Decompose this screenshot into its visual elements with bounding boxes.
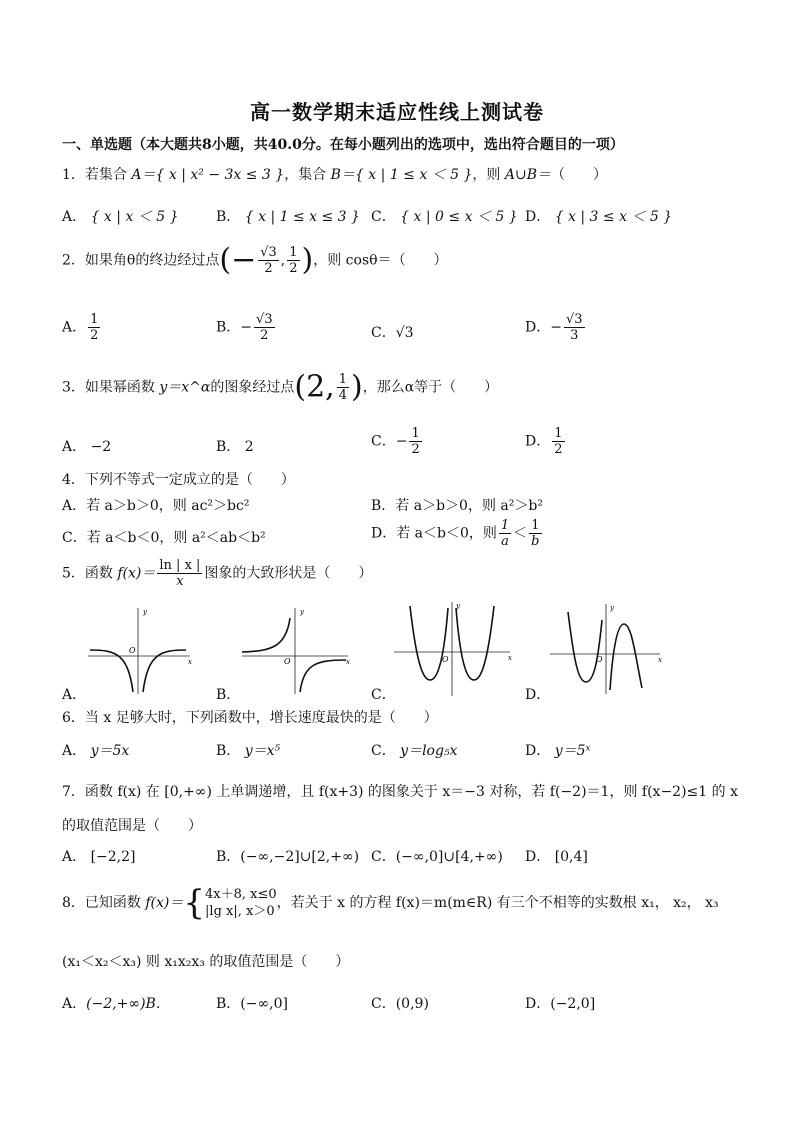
q1-text-1: 若集合 [84,167,127,183]
curve-left [410,606,448,680]
q1-expression: A∪B＝ [504,167,552,183]
curve-left [242,618,290,652]
q8-option-c: C．(0,9) [371,996,429,1012]
section-heading: 一、单选题（本大题共8小题，共40.0分。在每小题列出的选项中，选出符合题目的一项） [62,137,624,153]
x-axis-label: x [188,658,192,666]
q3-text-1: 如果幂函数 [84,379,155,396]
origin-label: O [596,655,603,664]
q3-paren: （ ） [442,379,499,396]
q5-text-2: 图象的大致形状是 [204,565,317,582]
q4-option-a: A．若 a＞b＞0，则 ac²＞bc² [62,498,250,514]
question-2: 2．如果角θ的终边经过点(− $\frac{√3}{2}$ , $\frac{1}{2}$ )，则 cosθ＝（ ） [62,242,448,278]
q2-option-a: A． $\frac{1}{2}$ [62,312,99,343]
question-3: 3．如果幂函数 y＝x^α的图象经过点(2, $\frac{1}{4}$ )，那么α等于（ ） [62,369,499,405]
q4-option-b: B．若 a＞b＞0，则 a²＞b² [371,498,543,514]
question-8-line-2: (x₁＜x₂＜x₃) 则 x₁x₂x₃ 的取值范围是（ ） [62,954,350,970]
question-8 [62,883,719,923]
q8-piecewise: 4x＋8, x≤0 |lg x|, x＞0 [205,887,277,919]
curve-right [456,606,494,680]
question-7-line-2: 的取值范围是（ ） [62,818,202,834]
q6-option-c: C． y＝log₅x [371,743,458,759]
q1-option-a: A． { x | x ＜ 5 } [62,209,179,225]
q8-brace: { [183,883,206,923]
q2-fraction-2: $\frac{1}{2}$ [289,245,298,276]
q3-option-d: D． $\frac{1}{2}$ [525,426,563,457]
q5-option-b: B． [216,687,241,703]
page-title: 高一数学期末适应性线上测试卷 [250,100,544,124]
q2-text-1: 如果角θ的终边经过点 [84,252,220,269]
origin-label: O [442,655,449,664]
q1-text-2: ，集合 [284,167,327,183]
q5-option-a: A． [62,687,87,703]
q1-option-c: C． { x | 0 ≤ x ＜ 5 } [371,209,518,225]
q2-option-c: C．√3 [371,325,414,341]
q5-number: 5． [62,565,85,582]
q1-number: 1． [62,167,85,183]
q2-option-d: D．− $\frac{√3}{3}$ [525,312,583,343]
q2-paren: （ ） [391,252,448,269]
q5-graph-d [548,600,666,696]
q8-text-1: 已知函数 [84,895,141,911]
x-axis-label: x [658,656,662,664]
x-axis-label: x [508,654,512,662]
q6-option-d: D． y＝5ˣ [525,743,591,759]
curve-left [568,612,602,682]
origin-label: O [284,657,291,666]
curve-right [610,624,642,690]
q8-function: f(x)＝ [145,895,184,911]
q5-function: f(x)＝ [117,565,156,582]
origin-label: O [129,646,136,655]
y-axis-label: y [300,608,304,616]
q2-text-2: ，则 cosθ＝ [313,252,392,269]
question-7-line-1: 7．函数 f(x) 在 [0,+∞) 上单调递增，且 f(x+3) 的图象关于 x＝−3 对称，若 f(−2)＝1，则 f(x−2)≤1 的 x [62,784,738,800]
question-5 [62,558,372,589]
y-axis-label: y [610,604,614,612]
q1-set-b: B＝{ x | 1 ≤ x ＜ 5 } [330,167,473,183]
q5-option-c: C． [371,687,396,703]
q4-option-c: C．若 a＜b＜0，则 a²＜ab＜b² [62,530,266,546]
q5-option-d: D． [525,687,551,703]
q7-option-a: A． [−2,2] [62,849,136,865]
x-axis-label: x [346,658,350,666]
q4-option-d: D．若 a＜b＜0，则 $\frac{1}{a}$ ＜ $\frac{1}{b}$ [371,518,540,549]
q2-number: 2． [62,252,85,269]
q5-fraction: $\frac{\ln | x |}{x}$ [159,558,201,589]
q5-graph-b [240,604,355,696]
question-6: 6．当 x 足够大时，下列函数中，增长速度最快的是（ ） [62,710,438,726]
q3-text-2: 的图象经过点 [210,379,295,396]
q1-text-3: ，则 [472,167,501,183]
q5-graph-c [392,598,517,698]
q7-option-d: D． [0,4] [525,849,588,865]
question-1 [62,164,607,184]
curve-right [300,660,346,692]
q8-option-a: A．(−2,+∞)B. [62,996,161,1012]
q8-option-b: B．(−∞,0] [216,996,288,1012]
q3-number: 3． [62,379,85,396]
q6-option-a: A． y＝5x [62,743,130,759]
q8-number: 8． [62,895,85,911]
q3-fraction: $\frac{1}{4}$ [338,372,347,403]
q2-option-b: B．− $\frac{√3}{2}$ [216,312,273,343]
q1-option-d: D． { x | 3 ≤ x ＜ 5 } [525,209,673,225]
q8-option-d: D．(−2,0] [525,996,596,1012]
y-axis-label: y [143,608,147,616]
q2-fraction-1: $\frac{√3}{2}$ [260,245,277,276]
y-axis-label: y [456,602,460,610]
q3-text-3: ，那么α等于 [362,379,443,396]
q3-option-c: C．− $\frac{1}{2}$ [371,426,420,457]
q3-option-a: A． −2 [62,439,112,455]
q5-text-1: 函数 [84,565,113,582]
question-4: 4．下列不等式一定成立的是（ ） [62,472,295,488]
q6-option-b: B． y＝x⁵ [216,743,281,759]
q1-option-b: B． { x | 1 ≤ x ≤ 3 } [216,209,360,225]
q8-text-2: ，若关于 x 的方程 f(x)＝m(m∈R) 有三个不相等的实数根 x₁， x₂， x₃ [276,895,719,911]
q7-option-c: C．(−∞,0]∪[4,+∞) [371,849,503,865]
q1-paren: （ ） [551,167,608,183]
q5-paren: （ ） [316,565,373,582]
q3-function: y＝x^α [159,379,211,396]
q3-option-b: B． 2 [216,439,254,455]
q7-option-b: B．(−∞,−2]∪[2,+∞) [216,849,360,865]
q1-set-a: A＝{ x | x² − 3x ≤ 3 } [131,167,285,183]
q5-graph-a [86,604,196,696]
